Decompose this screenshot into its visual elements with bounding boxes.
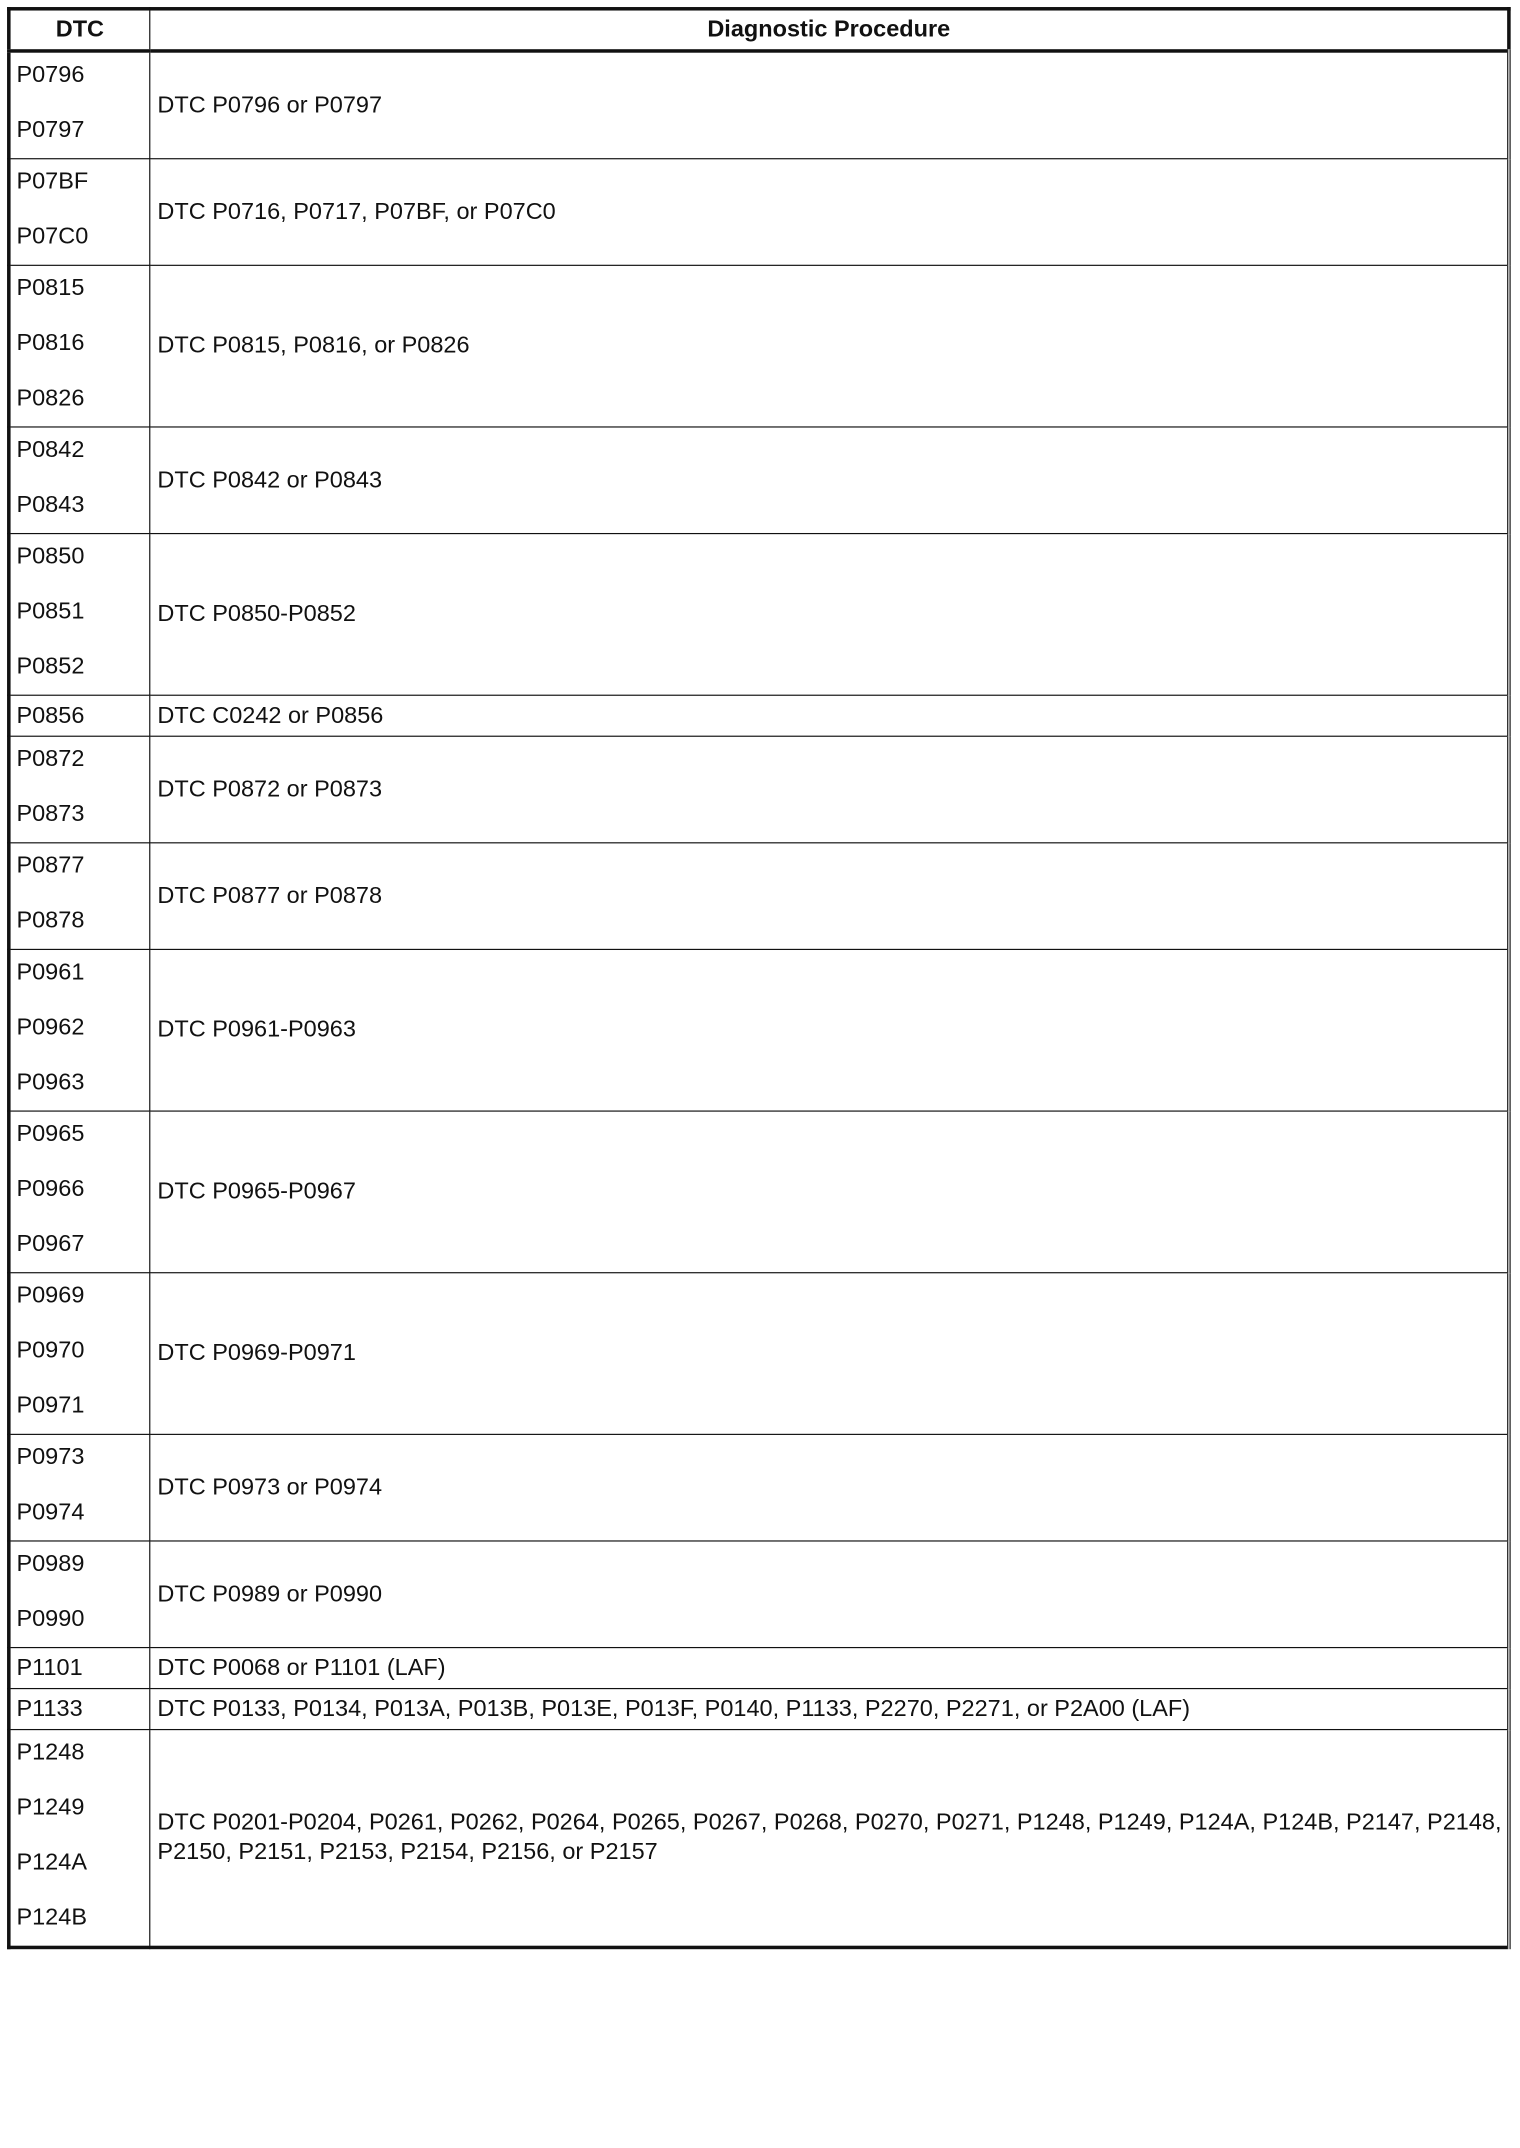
dtc-code: P0873: [16, 801, 85, 828]
dtc-code: P1133: [16, 1696, 83, 1722]
dtc-code: P07C0: [16, 223, 89, 250]
diagnostic-procedure-cell: DTC P0842 or P0843: [150, 427, 1509, 534]
diagnostic-procedure-cell: DTC P0068 or P1101 (LAF): [150, 1648, 1509, 1689]
diagnostic-procedure-cell: DTC P0961-P0963: [150, 949, 1509, 1111]
dtc-code: P0878: [16, 907, 85, 934]
dtc-cell: [9, 51, 150, 159]
table-row: [9, 1730, 1509, 1948]
table-row: [9, 534, 1509, 696]
dtc-cell: [9, 843, 150, 950]
diagnostic-procedure-cell: DTC P0815, P0816, or P0826: [150, 265, 1509, 427]
table-row: [9, 159, 1509, 266]
table-row: [9, 265, 1509, 427]
diagnostic-procedure-cell: DTC P0716, P0717, P07BF, or P07C0: [150, 159, 1509, 266]
dtc-cell: [9, 159, 150, 266]
dtc-cell: [9, 1273, 150, 1435]
dtc-cell: [9, 265, 150, 427]
diagnostic-procedure-cell: DTC P0973 or P0974: [150, 1434, 1509, 1541]
dtc-code: P0966: [16, 1176, 85, 1202]
dtc-code: P0974: [16, 1499, 85, 1526]
dtc-code: P0963: [16, 1069, 85, 1096]
dtc-cell: [9, 534, 150, 696]
header-dtc: DTC: [9, 9, 150, 51]
dtc-code: P0971: [16, 1392, 85, 1419]
dtc-code: P0856: [16, 702, 85, 729]
dtc-code: P1101: [16, 1655, 83, 1681]
table-row: [9, 51, 1509, 159]
dtc-code: P0816: [16, 330, 85, 357]
dtc-code: P0826: [16, 385, 85, 412]
diagnostic-procedure-cell: DTC P0872 or P0873: [150, 736, 1509, 843]
table-body: [9, 51, 1509, 1947]
dtc-code: P0990: [16, 1605, 85, 1632]
dtc-code: P0969: [16, 1282, 85, 1309]
dtc-table: [7, 7, 1511, 1949]
dtc-code: P0962: [16, 1014, 85, 1041]
dtc-code: P0852: [16, 653, 85, 680]
dtc-code: P0796: [16, 62, 85, 88]
dtc-code: P0851: [16, 598, 85, 625]
dtc-code: P0815: [16, 275, 85, 302]
dtc-cell: [9, 736, 150, 843]
table-row: [9, 1273, 1509, 1435]
dtc-cell: [9, 1689, 150, 1730]
table-row: [9, 1541, 1509, 1648]
table-row: [9, 843, 1509, 950]
dtc-code: P0797: [16, 117, 85, 143]
table-row: [9, 1648, 1509, 1689]
table-row: [9, 949, 1509, 1111]
table-row: [9, 1434, 1509, 1541]
dtc-code: P0877: [16, 852, 85, 879]
table-row: [9, 1111, 1509, 1273]
table-row: [9, 695, 1509, 736]
table-header-row: [9, 9, 1509, 51]
dtc-code: P0967: [16, 1231, 85, 1257]
dtc-cell: [9, 949, 150, 1111]
dtc-code: P0842: [16, 436, 85, 463]
dtc-code: P0961: [16, 959, 85, 986]
dtc-code: P124A: [16, 1849, 88, 1876]
dtc-code: P07BF: [16, 168, 89, 195]
diagnostic-procedure-cell: DTC P0877 or P0878: [150, 843, 1509, 950]
diagnostic-procedure-cell: DTC P0969-P0971: [150, 1273, 1509, 1435]
dtc-code: P1248: [16, 1739, 85, 1766]
dtc-cell: [9, 1541, 150, 1648]
header-diagnostic-procedure: Diagnostic Procedure: [150, 9, 1509, 51]
dtc-code: P0872: [16, 746, 85, 772]
table-row: [9, 736, 1509, 843]
dtc-code: P0850: [16, 543, 85, 570]
table-row: [9, 427, 1509, 534]
dtc-cell: [9, 1730, 150, 1948]
dtc-code: P0965: [16, 1121, 85, 1147]
table-row: [9, 1689, 1509, 1730]
dtc-cell: [9, 1111, 150, 1273]
diagnostic-procedure-cell: DTC P0965-P0967: [150, 1111, 1509, 1273]
dtc-cell: [9, 427, 150, 534]
diagnostic-procedure-cell: DTC P0850-P0852: [150, 534, 1509, 696]
diagnostic-procedure-cell: DTC P0133, P0134, P013A, P013B, P013E, P013F, P0140, P1133, P2270, P2271, or P2A00 (LAF): [150, 1689, 1509, 1730]
dtc-cell: [9, 695, 150, 736]
diagnostic-procedure-cell: DTC P0201-P0204, P0261, P0262, P0264, P0265, P0267, P0268, P0270, P0271, P1248, P1249, P124A, P124B, P2147, P2148, P2150, P2151, P2153, P2154, P2156, or P2157: [150, 1730, 1509, 1948]
dtc-code: P0989: [16, 1550, 85, 1577]
dtc-code: P0970: [16, 1337, 85, 1364]
diagnostic-procedure-cell: DTC P0989 or P0990: [150, 1541, 1509, 1648]
diagnostic-procedure-cell: DTC P0796 or P0797: [150, 51, 1509, 159]
dtc-code: P0843: [16, 491, 85, 518]
dtc-cell: [9, 1434, 150, 1541]
dtc-cell: [9, 1648, 150, 1689]
diagnostic-procedure-cell: DTC C0242 or P0856: [150, 695, 1509, 736]
dtc-code: P1249: [16, 1794, 85, 1821]
dtc-code: P0973: [16, 1444, 85, 1471]
dtc-code: P124B: [16, 1904, 88, 1931]
